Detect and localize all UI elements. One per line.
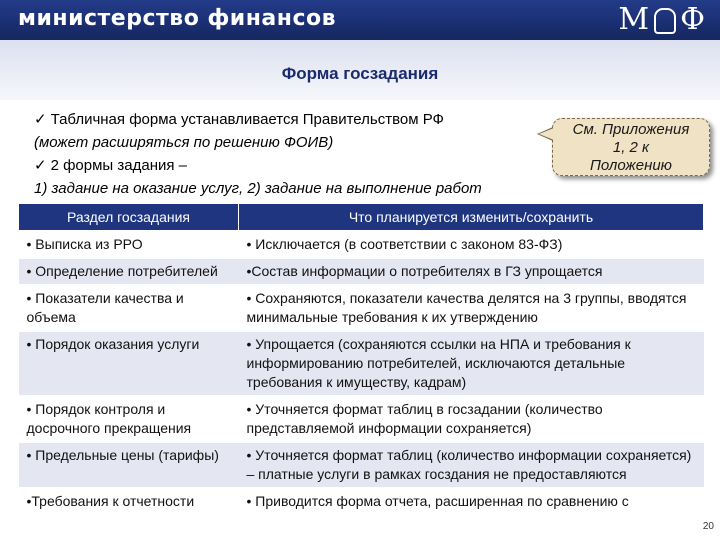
logo-letter-f: Ф: [680, 2, 706, 37]
table-cell-section: • Показатели качества и объема: [19, 285, 239, 331]
logo-letter-m: М: [618, 2, 651, 37]
checkmark-icon: ✓: [34, 111, 47, 128]
bullet-text: Табличная форма устанавливается Правительством РФ: [50, 111, 444, 128]
table-row: [19, 331, 704, 396]
table-cell-change: • Упрощается (сохраняются ссылки на НПА и требования к информированию потребителей, исключаются детальные требования к имуществу, кадрам): [239, 331, 704, 396]
table-header-row: [19, 204, 704, 232]
table-row: [19, 396, 704, 442]
table-cell-change: •Состав информации о потребителях в ГЗ упрощается: [239, 258, 704, 285]
table-cell-change: • Уточняется формат таблиц (количество информации сохраняется) – платные услуги в рамках госздания не предоставляются: [239, 442, 704, 488]
bullet-note: (может расширяться по решению ФОИВ): [34, 134, 334, 151]
header-bar: [0, 0, 720, 40]
bullet-item: [34, 154, 554, 177]
checkmark-icon: ✓: [34, 157, 47, 174]
table-cell-section: •Требования к отчетности: [19, 488, 239, 514]
bullet-list: [34, 108, 554, 200]
column-header-section: Раздел госзадания: [19, 204, 239, 232]
page-number: 20: [702, 521, 714, 532]
table-row: [19, 442, 704, 488]
table-row: [19, 231, 704, 258]
table-row: [19, 488, 704, 514]
table-cell-change: • Сохраняются, показатели качества делятся на 3 группы, вводятся минимальные требования к их утверждению: [239, 285, 704, 331]
ministry-logo: [618, 0, 706, 40]
table-cell-section: • Определение потребителей: [19, 258, 239, 285]
table-cell-section: • Предельные цены (тарифы): [19, 442, 239, 488]
table-cell-section: • Порядок оказания услуги: [19, 331, 239, 396]
emblem-icon: [654, 8, 676, 34]
changes-table: [18, 203, 704, 514]
callout-line: 1, 2 к: [612, 139, 650, 156]
ministry-title: министерство финансов: [18, 6, 337, 31]
callout-line: См. Приложения: [572, 121, 690, 138]
table-row: [19, 258, 704, 285]
table-row: [19, 285, 704, 331]
table-cell-section: • Выписка из РРО: [19, 231, 239, 258]
slide-title: Форма госзадания: [281, 64, 439, 83]
callout-line: Положению: [590, 157, 672, 174]
bullet-text: 2 формы задания –: [50, 157, 187, 174]
bullet-item: [34, 108, 554, 131]
appendix-callout: [552, 118, 710, 176]
bullet-note: 1) задание на оказание услуг, 2) задание на выполнение работ: [34, 180, 482, 197]
table-cell-change: • Исключается (в соответствии с законом 83-ФЗ): [239, 231, 704, 258]
table-cell-section: • Порядок контроля и досрочного прекращения: [19, 396, 239, 442]
column-header-changes: Что планируется изменить/сохранить: [239, 204, 704, 232]
table-cell-change: • Приводится форма отчета, расширенная по сравнению с: [239, 488, 704, 514]
table-cell-change: • Уточняется формат таблиц в госзадании (количество представляемой информации сохраняется): [239, 396, 704, 442]
